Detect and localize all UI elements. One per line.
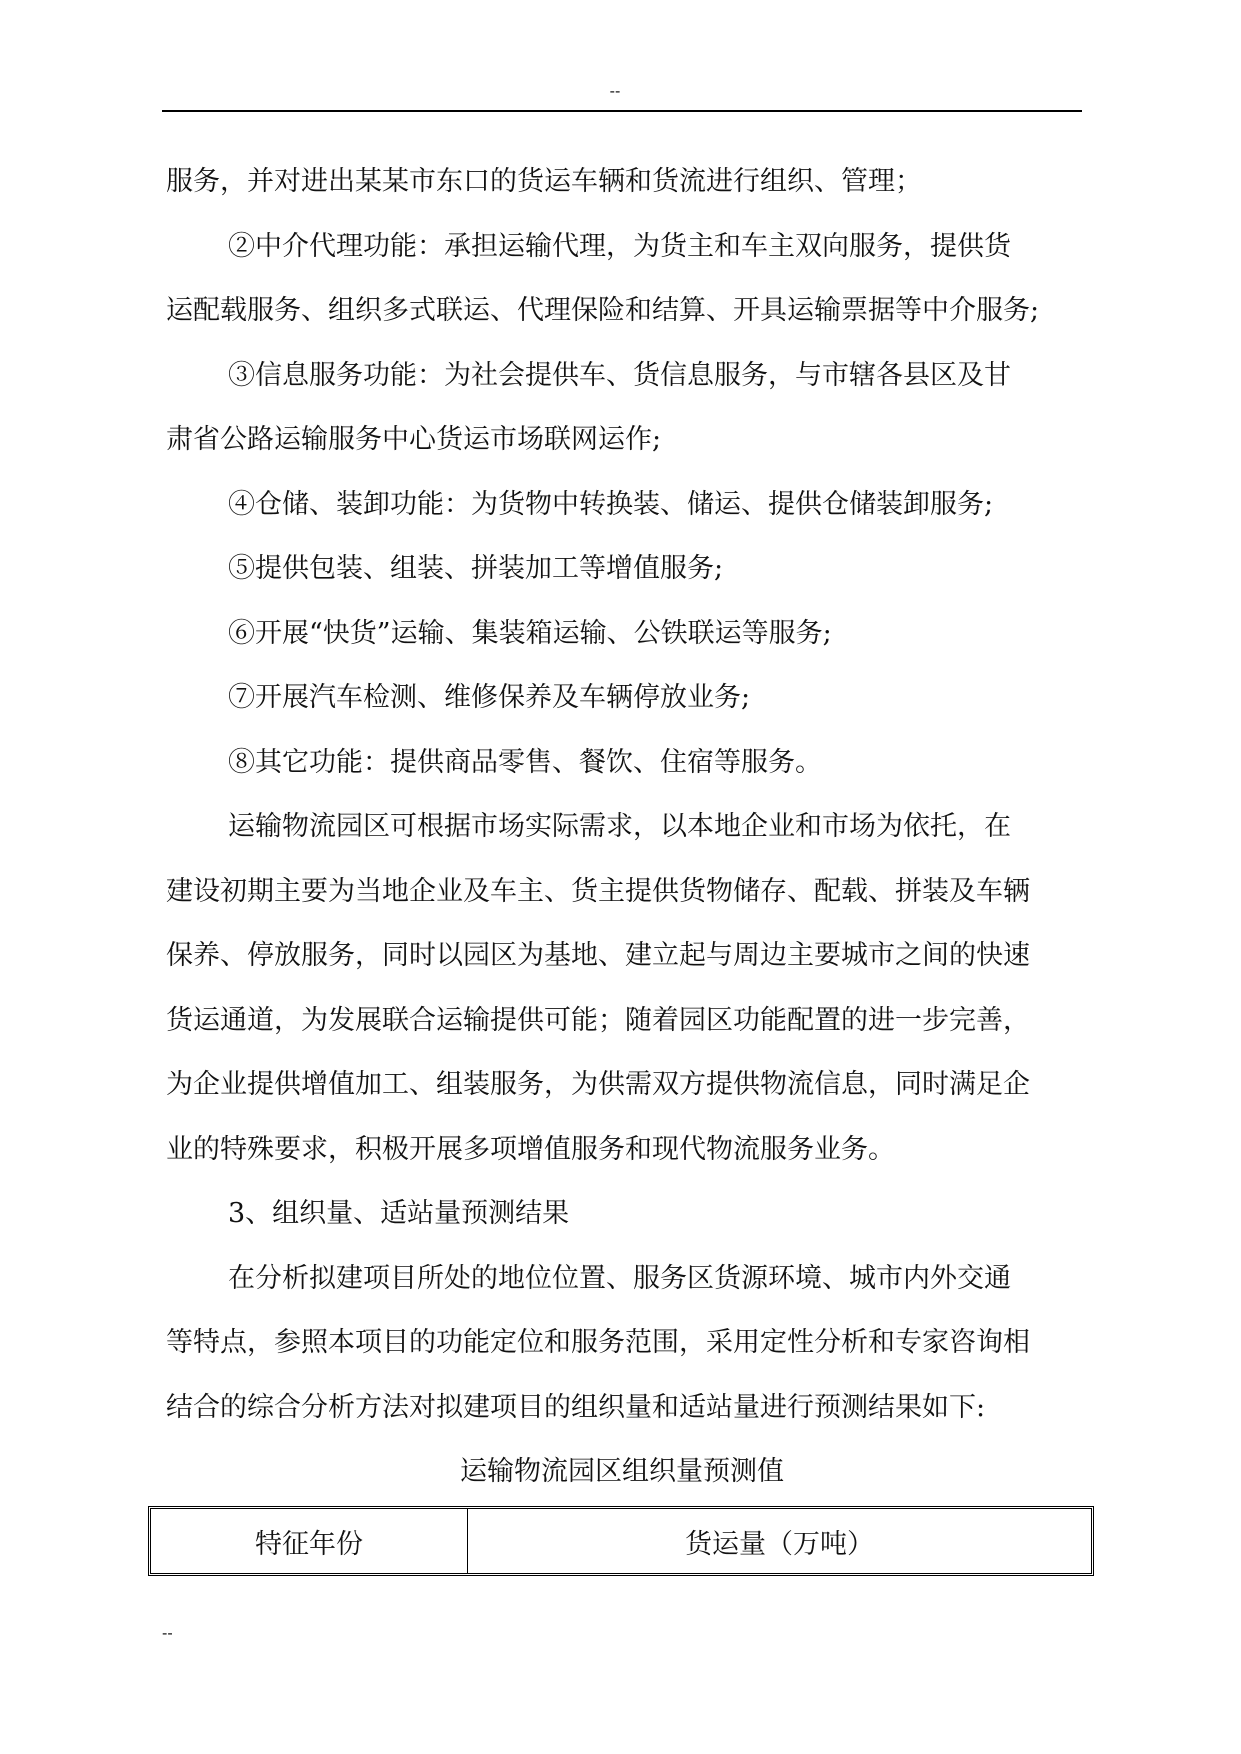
paragraph-line: 运配载服务、组织多式联运、代理保险和结算、开具运输票据等中介服务; [166, 295, 1040, 326]
column-header-volume: 货运量（万吨） [685, 1528, 874, 1560]
paragraph-line: 在分析拟建项目所处的地位位置、服务区货源环境、城市内外交通 [228, 1262, 1011, 1294]
table-caption: 运输物流园区组织量预测值 [460, 1456, 784, 1487]
paragraph-line: 运输物流园区可根据市场实际需求，以本地企业和市场为依托，在 [228, 811, 1011, 842]
paragraph-line: ④仓储、装卸功能：为货物中转换装、储运、提供仓储装卸服务; [228, 488, 994, 520]
section-heading: 3、组织量、适站量预测结果 [228, 1198, 570, 1229]
paragraph-line: ⑥开展“快货”运输、集装箱运输、公铁联运等服务; [228, 617, 832, 649]
column-header-year: 特征年份 [151, 1509, 468, 1573]
paragraph-line: ②中介代理功能：承担运输代理，为货主和车主双向服务，提供货 [228, 230, 1011, 262]
paragraph-line: 肃省公路运输服务中心货运市场联网运作; [166, 424, 662, 455]
forecast-table [148, 1506, 1094, 1576]
paragraph-line: 服务，并对进出某某市东口的货运车辆和货流进行组织、管理； [166, 166, 922, 197]
paragraph-line: 货运通道，为发展联合运输提供可能；随着园区功能配置的进一步完善， [166, 1004, 1030, 1036]
paragraph-line: 保养、停放服务，同时以园区为基地、建立起与周边主要城市之间的快速 [166, 940, 1030, 971]
page-footer-mark: -- [162, 1625, 173, 1642]
page-header-mark: -- [609, 83, 621, 100]
header-rule [162, 110, 1082, 112]
document-body [166, 150, 1078, 1440]
paragraph-line: ⑧其它功能：提供商品零售、餐饮、住宿等服务。 [228, 746, 822, 778]
paragraph-line: 结合的综合分析方法对拟建项目的组织量和适站量进行预测结果如下: [166, 1391, 986, 1423]
paragraph-line: 业的特殊要求，积极开展多项增值服务和现代物流服务业务。 [166, 1133, 895, 1165]
paragraph-line: ③信息服务功能：为社会提供车、货信息服务，与市辖各县区及甘 [228, 359, 1011, 391]
table-header-row [151, 1509, 1091, 1573]
paragraph-line: ⑤提供包装、组装、拼装加工等增值服务; [228, 553, 724, 584]
paragraph-line: 建设初期主要为当地企业及车主、货主提供货物储存、配载、拼装及车辆 [166, 875, 1030, 907]
paragraph-line: ⑦开展汽车检测、维修保养及车辆停放业务; [228, 682, 751, 713]
paragraph-line: 等特点，参照本项目的功能定位和服务范围，采用定性分析和专家咨询相 [166, 1327, 1030, 1358]
paragraph-line: 为企业提供增值加工、组装服务，为供需双方提供物流信息，同时满足企 [166, 1069, 1030, 1100]
forecast-table-grid [151, 1509, 1091, 1573]
